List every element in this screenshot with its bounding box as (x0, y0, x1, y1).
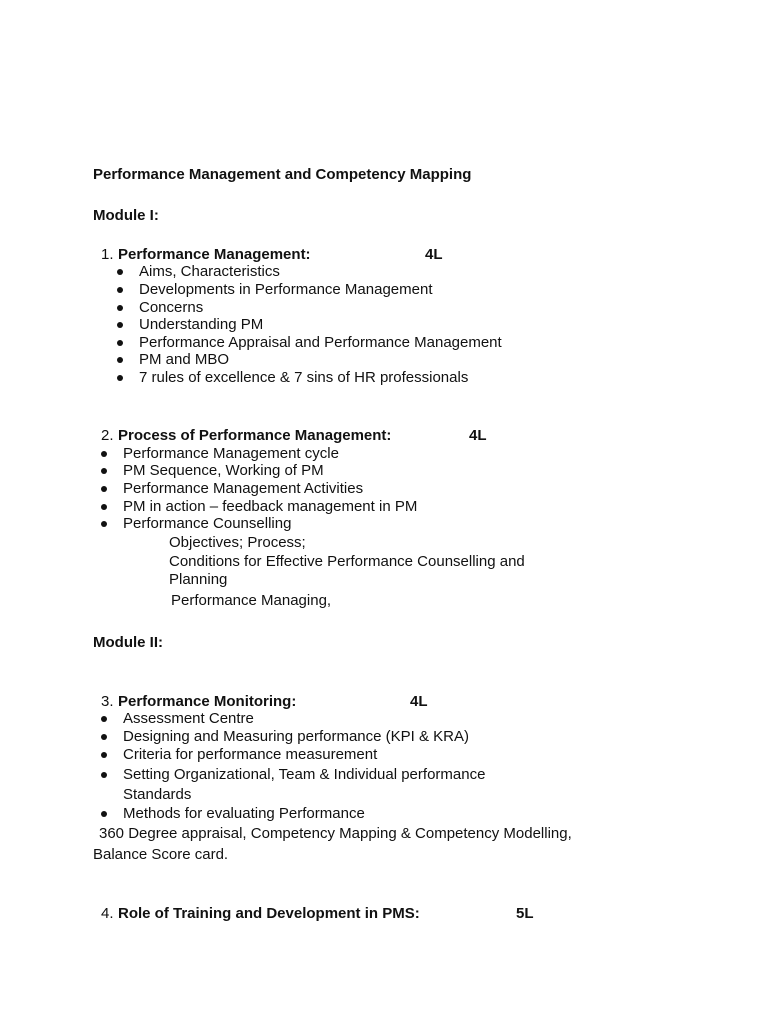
bullet-icon (117, 269, 123, 275)
section-1-title: Performance Management: (118, 246, 311, 263)
list-item: Concerns (139, 299, 204, 316)
module-1-heading: Module I: (93, 207, 159, 224)
bullet-icon (101, 521, 107, 527)
list-item: Aims, Characteristics (139, 263, 280, 280)
list-item: Criteria for performance measurement (123, 746, 378, 763)
bullet-icon (101, 504, 107, 510)
list-item: 7 rules of excellence & 7 sins of HR professionals (139, 369, 469, 386)
bullet-icon (101, 468, 107, 474)
bullet-icon (101, 734, 107, 740)
bullet-icon (117, 322, 123, 328)
list-item: Methods for evaluating Performance (123, 805, 365, 822)
list-item: Performance Appraisal and Performance Management (139, 334, 502, 351)
sub-line: Planning (169, 571, 228, 588)
list-item: PM Sequence, Working of PM (123, 462, 324, 479)
bullet-icon (101, 752, 107, 758)
paragraph-line: Balance Score card. (93, 846, 229, 863)
sub-line: Objectives; Process; (169, 534, 306, 551)
list-item-continuation: Standards (123, 786, 192, 803)
section-1-number: 1. (101, 246, 114, 263)
bullet-icon (117, 305, 123, 311)
bullet-icon (117, 340, 123, 346)
list-item: PM and MBO (139, 351, 230, 368)
module-2-heading: Module II: (93, 634, 163, 651)
section-2-number: 2. (101, 427, 114, 444)
bullet-icon (101, 811, 107, 817)
list-item: Setting Organizational, Team & Individual performance (123, 766, 486, 783)
sub-line: Conditions for Effective Performance Counselling and (169, 553, 525, 570)
list-item: Performance Counselling (123, 515, 292, 532)
section-4-title: Role of Training and Development in PMS: (118, 905, 420, 922)
document-title: Performance Management and Competency Mapping (93, 166, 472, 183)
section-3-title: Performance Monitoring: (118, 693, 297, 710)
section-3-hours: 4L (410, 693, 428, 710)
section-3-number: 3. (101, 693, 114, 710)
list-item: Performance Management Activities (123, 480, 364, 497)
bullet-icon (101, 716, 107, 722)
section-2-title: Process of Performance Management: (118, 427, 392, 444)
list-item: Developments in Performance Management (139, 281, 433, 298)
section-2-hours: 4L (469, 427, 487, 444)
list-item: Designing and Measuring performance (KPI & KRA) (123, 728, 469, 745)
bullet-icon (117, 357, 123, 363)
list-item: PM in action – feedback management in PM (123, 498, 418, 515)
list-item: Performance Management cycle (123, 445, 339, 462)
section-1-hours: 4L (425, 246, 443, 263)
bullet-icon (117, 375, 123, 381)
list-item: Understanding PM (139, 316, 264, 333)
section-4-hours: 5L (516, 905, 534, 922)
bullet-icon (101, 451, 107, 457)
paragraph-line: 360 Degree appraisal, Competency Mapping & Competency Modelling, (99, 825, 572, 842)
sub-line: Performance Managing, (171, 592, 332, 609)
bullet-icon (101, 486, 107, 492)
bullet-icon (117, 287, 123, 293)
list-item: Assessment Centre (123, 710, 254, 727)
section-4-number: 4. (101, 905, 114, 922)
bullet-icon (101, 772, 107, 778)
